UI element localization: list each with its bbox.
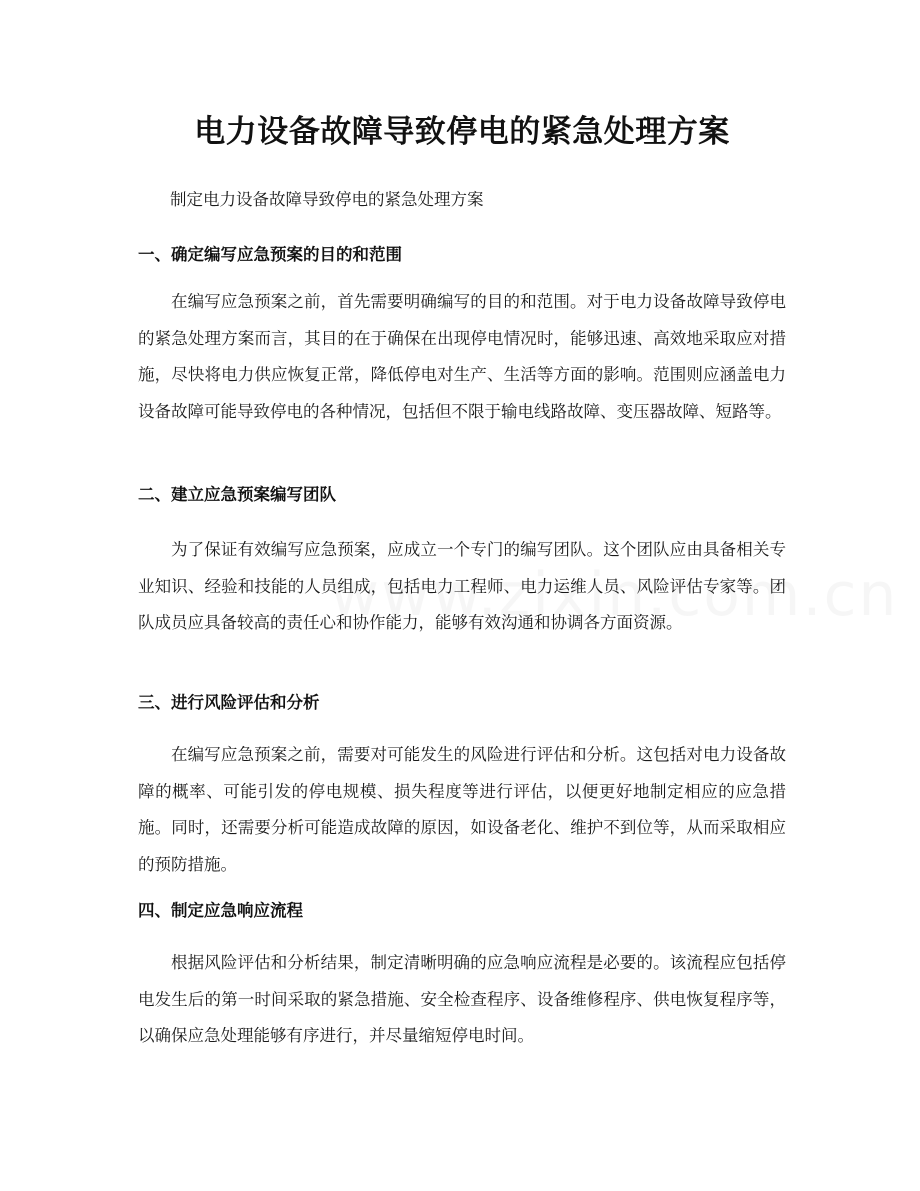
section-body-3: 在编写应急预案之前，需要对可能发生的风险进行评估和分析。这包括对电力设备故障的概率、可能引发的停电规模、损失程度等进行评估，以便更好地制定相应的应急措施。同时，还需要分析可能造成故障的原因，如设备老化、维护不到位等，从而采取相应的预防措施。 [138, 745, 786, 874]
section-heading-3: 三、进行风险评估和分析 [138, 693, 320, 712]
section-body-1: 在编写应急预案之前，首先需要明确编写的目的和范围。对于电力设备故障导致停电的紧急处理方案而言，其目的在于确保在出现停电情况时，能够迅速、高效地采取应对措施，尽快将电力供应恢复正常，降低停电对生产、生活等方面的影响。范围则应涵盖电力设备故障可能导致停电的各种情况，包括但不限于输电线路故障、变压器故障、短路等。 [138, 292, 786, 421]
section-heading-1: 一、确定编写应急预案的目的和范围 [138, 245, 402, 264]
section-heading-2: 二、建立应急预案编写团队 [138, 485, 336, 504]
section-heading-4: 四、制定应急响应流程 [138, 901, 303, 920]
section-body-4: 根据风险评估和分析结果，制定清晰明确的应急响应流程是必要的。该流程应包括停电发生后的第一时间采取的紧急措施、安全检查程序、设备维修程序、供电恢复程序等，以确保应急处理能够有序进行，并尽量缩短停电时间。 [138, 953, 786, 1045]
document-subtitle: 制定电力设备故障导致停电的紧急处理方案 [170, 190, 484, 209]
section-body-2: 为了保证有效编写应急预案，应成立一个专门的编写团队。这个团队应由具备相关专业知识、经验和技能的人员组成，包括电力工程师、电力运维人员、风险评估专家等。团队成员应具备较高的责任心和协作能力，能够有效沟通和协调各方面资源。 [138, 540, 786, 632]
document-title: 电力设备故障导致停电的紧急处理方案 [194, 114, 730, 150]
